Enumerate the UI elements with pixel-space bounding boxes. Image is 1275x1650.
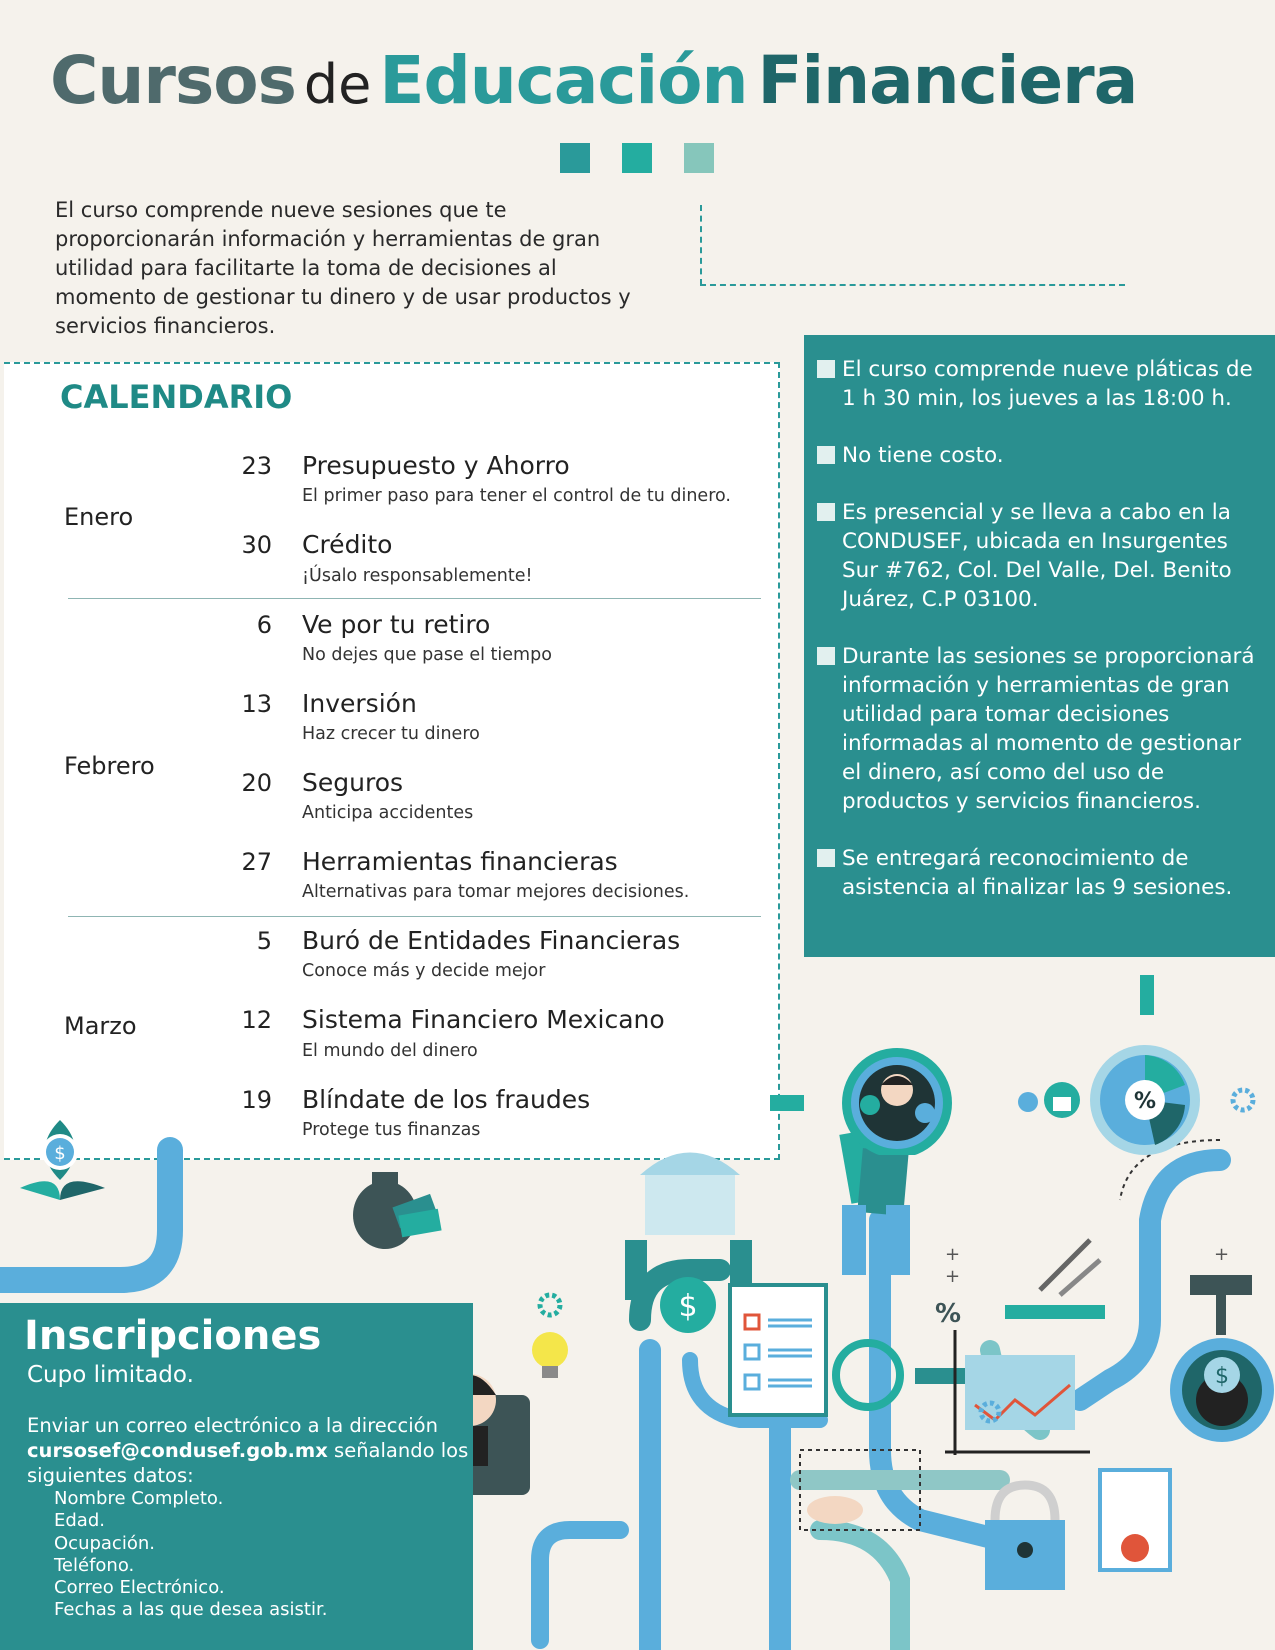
session-title: Seguros xyxy=(302,768,404,797)
session-title: Crédito xyxy=(302,530,393,559)
certificate-icon xyxy=(1100,1470,1170,1570)
session-title: Sistema Financiero Mexicano xyxy=(302,1005,665,1034)
title-word-financiera: Financiera xyxy=(757,42,1138,119)
dashed-divider xyxy=(700,205,702,285)
svg-text:$: $ xyxy=(1215,1364,1229,1389)
session-title: Herramientas financieras xyxy=(302,847,618,876)
session-subtitle: El mundo del dinero xyxy=(302,1041,478,1061)
line-chart-icon xyxy=(935,1240,1105,1455)
dashed-divider xyxy=(700,284,1125,286)
pie-chart-icon xyxy=(1090,1045,1200,1155)
session-day: 30 xyxy=(241,531,272,559)
session-day: 13 xyxy=(241,690,272,718)
plus-mark: + xyxy=(945,1244,961,1265)
page-title xyxy=(50,42,1250,119)
session-day: 12 xyxy=(241,1006,272,1034)
svg-text:%: % xyxy=(1133,1089,1157,1114)
session-subtitle: Anticipa accidentes xyxy=(302,803,474,823)
plus-mark: + xyxy=(1214,1244,1230,1265)
required-field: Fechas a las que desea asistir. xyxy=(54,1599,328,1621)
gear-icon xyxy=(540,1295,560,1315)
required-field: Ocupación. xyxy=(54,1532,155,1554)
session-subtitle: Conoce más y decide mejor xyxy=(302,961,546,981)
required-field: Correo Electrónico. xyxy=(54,1577,225,1599)
session-subtitle: Protege tus finanzas xyxy=(302,1120,481,1140)
session-title: Blíndate de los fraudes xyxy=(302,1085,591,1114)
month-febrero: Febrero xyxy=(64,752,155,780)
calendar-heading: CALENDARIO xyxy=(60,378,293,416)
registration-title: Inscripciones xyxy=(24,1313,322,1359)
pipe-path xyxy=(0,1150,170,1280)
session-day: 20 xyxy=(241,769,272,797)
course-info-panel xyxy=(804,335,1275,957)
session-title: Ve por tu retiro xyxy=(302,610,491,639)
accent-square-2 xyxy=(622,143,652,173)
percent-label: % xyxy=(935,1299,962,1329)
accent-square-3 xyxy=(684,143,714,173)
plus-mark: + xyxy=(945,1266,961,1287)
month-marzo: Marzo xyxy=(64,1012,137,1040)
registration-email-link[interactable]: cursosef@condusef.gob.mx xyxy=(27,1439,328,1462)
session-subtitle: No dejes que pase el tiempo xyxy=(302,645,552,665)
session-day: 5 xyxy=(256,927,272,955)
intro-paragraph: El curso comprende nueve sesiones que te proporcionarán información y herramientas de gran utilidad para facilitarte la toma de decisiones al momento de gestionar tu dinero y de usar productos y servicios financieros. xyxy=(55,198,631,338)
plant-coin-icon xyxy=(20,1120,105,1200)
required-field: Nombre Completo. xyxy=(54,1488,224,1509)
registration-instructions: Enviar un correo electrónico a la dirección cursosef@condusef.gob.mx señalando los siguientes datos: xyxy=(27,1414,469,1487)
session-title: Buró de Entidades Financieras xyxy=(302,926,681,955)
registration-panel xyxy=(0,1303,473,1650)
month-divider xyxy=(68,916,761,917)
registration-subtitle: Cupo limitado. xyxy=(27,1362,194,1388)
accent-square-1 xyxy=(560,143,590,173)
money-bag-icon xyxy=(353,1172,442,1249)
session-day: 6 xyxy=(256,611,272,639)
businessman-coin-icon xyxy=(1170,1244,1274,1442)
required-field: Teléfono. xyxy=(54,1554,135,1576)
session-subtitle: Haz crecer tu dinero xyxy=(302,724,480,744)
svg-text:$: $ xyxy=(54,1143,66,1164)
lock-icon xyxy=(1044,1082,1080,1118)
session-subtitle: Alternativas para tomar mejores decisiones. xyxy=(302,882,690,902)
session-day: 19 xyxy=(241,1086,272,1114)
title-word-cursos: Cursos xyxy=(50,42,296,119)
month-divider xyxy=(68,598,761,599)
title-word-educacion: Educación xyxy=(379,42,748,119)
info-item: Es presencial y se lleva a cabo en la CONDUSEF, ubicada en Insurgentes Sur #762, Col. Del Valle, Del. Benito Juárez, C.P 03100. xyxy=(842,498,1257,614)
upper-icons xyxy=(770,975,1275,1155)
required-field: Edad. xyxy=(54,1510,105,1532)
checklist-clipboard-icon xyxy=(730,1285,826,1415)
session-subtitle: ¡Úsalo responsablemente! xyxy=(302,566,533,586)
svg-text:$: $ xyxy=(678,1289,698,1324)
title-word-de: de xyxy=(303,53,372,116)
info-item: Se entregará reconocimiento de asistencia al finalizar las 9 sesiones. xyxy=(842,844,1257,902)
required-fields-list xyxy=(54,1488,473,1622)
pipe-path xyxy=(820,1530,900,1650)
info-item: El curso comprende nueve pláticas de 1 h 30 min, los jueves a las 18:00 h. xyxy=(842,355,1257,413)
padlock-icon xyxy=(985,1485,1065,1590)
session-title: Presupuesto y Ahorro xyxy=(302,451,570,480)
lightbulb-icon xyxy=(532,1332,568,1378)
info-item: No tiene costo. xyxy=(842,441,1257,470)
session-subtitle: El primer paso para tener el control de tu dinero. xyxy=(302,486,731,506)
coin-icon xyxy=(1018,1092,1038,1112)
session-title: Inversión xyxy=(302,689,417,718)
session-day: 23 xyxy=(241,452,272,480)
month-enero: Enero xyxy=(64,503,134,531)
businessman-coin-icon xyxy=(842,1048,952,1155)
info-item: Durante las sesiones se proporcionará información y herramientas de gran utilidad para tomar decisiones informadas al momento de gestionar el dinero, así como del uso de productos y servicios financieros. xyxy=(842,642,1257,816)
session-day: 27 xyxy=(241,848,272,876)
gear-icon xyxy=(1233,1090,1253,1110)
pipe-path xyxy=(540,1530,620,1640)
